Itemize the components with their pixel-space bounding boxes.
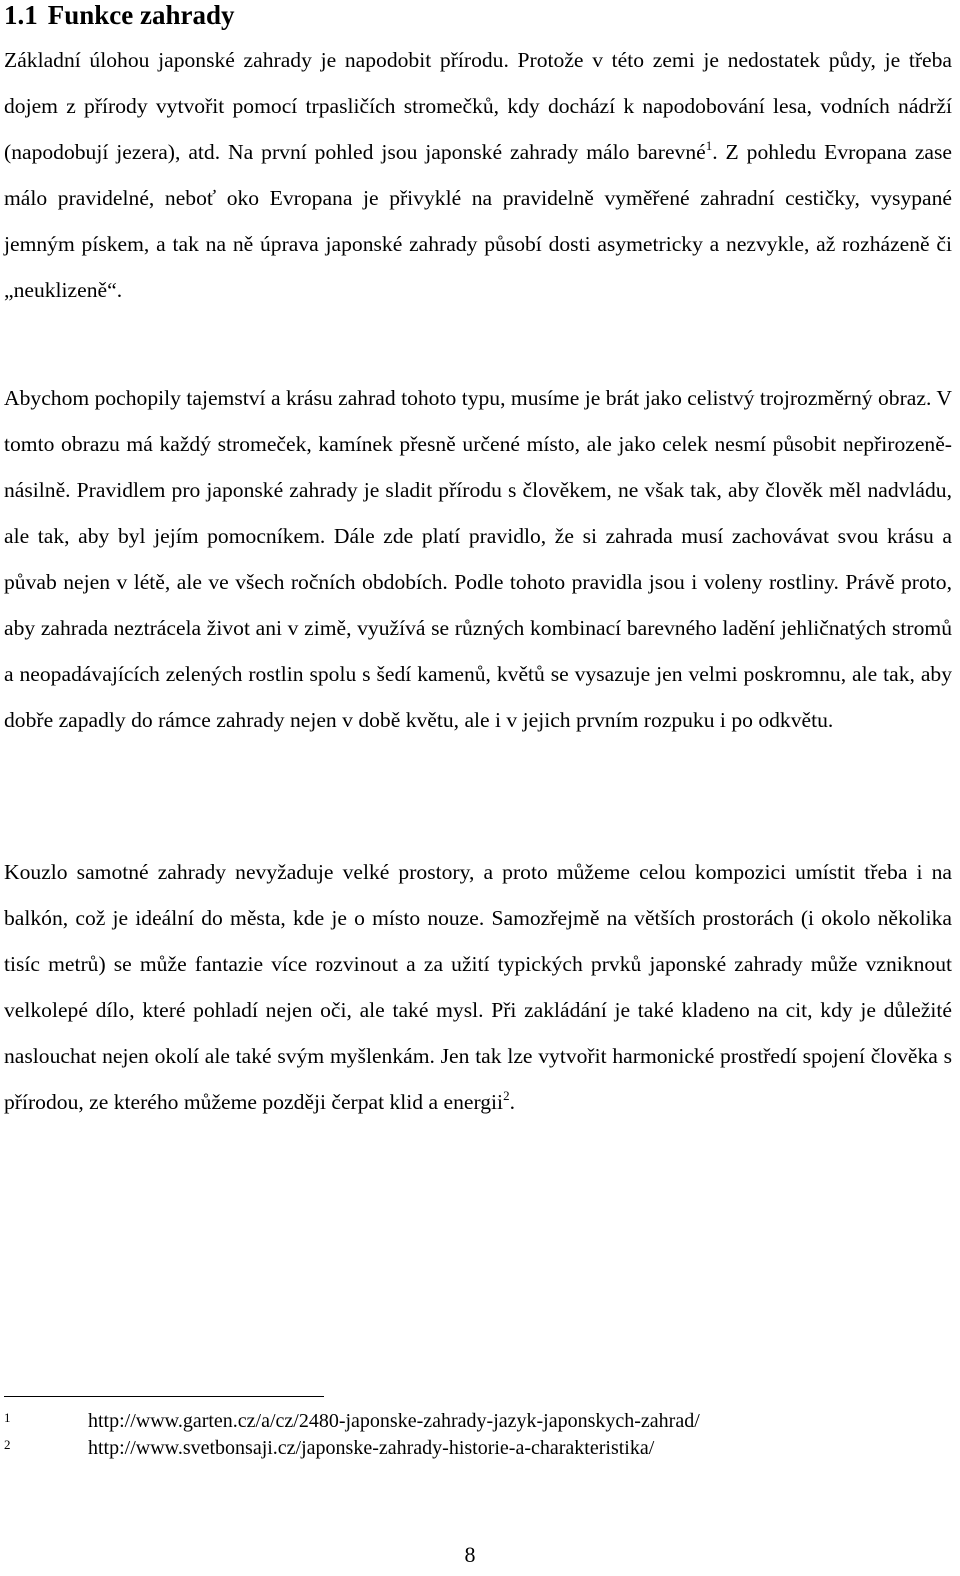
paragraph-1-text-end: . Z pohledu Evropana zase málo pravidelné, neboť oko Evropana je přivyklé na pravidelně vyměřené zahradní cestičky, vysypané jemným pískem, a tak na ně úprava japonské zahrady působí dosti asymetricky a nezvykle, až rozházeně či „neuklizeně“.	[4, 140, 952, 302]
footnote-link[interactable]: http://www.garten.cz/a/cz/2480-japonske-zahrady-jazyk-japonskych-zahrad/	[88, 1410, 700, 1432]
section-number: 1.1	[4, 0, 38, 30]
paragraph-1-text-start: Základní úlohou japonské zahrady je napodobit přírodu. Protože v této zemi je nedostatek půdy, je třeba dojem z přírody vytvořit pomocí trpasličích stromečků, kdy dochází k napodobování lesa, vodních nádrží (napodobují jezera), atd. Na první pohled jsou japonské zahrady málo barevné	[4, 48, 952, 164]
paragraph-3	[4, 849, 952, 1125]
footnote-number: 2	[4, 1437, 11, 1452]
section-title: Funkce zahrady	[47, 0, 235, 30]
paragraph-3-text-start: Kouzlo samotné zahrady nevyžaduje velké prostory, a proto můžeme celou kompozici umístit třeba i na balkón, což je ideální do města, kde je o místo nouze. Samozřejmě na větších prostorách (i okolo několika tisíc metrů) se může fantazie více rozvinout a za užití typických prvků japonské zahrady může vzniknout velkolepé dílo, které pohladí nejen oči, ale také mysl. Při zakládání je také kladeno na cit, kdy je důležité naslouchat nejen okolí ale také svým myšlenkám. Jen tak lze vytvořit harmonické prostředí spojení člověka s přírodou, ze kterého můžeme později čerpat klid a energii	[4, 860, 952, 1114]
section-heading	[4, 0, 235, 30]
footnote-1	[4, 1408, 904, 1435]
footnote-ref-1: 1	[705, 138, 713, 153]
paragraph-3-text-end: .	[509, 1090, 515, 1114]
paragraph-2: Abychom pochopily tajemství a krásu zahrad tohoto typu, musíme je brát jako celistvý trojrozměrný obraz. V tomto obrazu má každý stromeček, kamínek přesně určené místo, ale jako celek nesmí působit nepřirozeně-násilně. Pravidlem pro japonské zahrady je sladit přírodu s člověkem, ne však tak, aby člověk měl nadvládu, ale tak, aby byl jejím pomocníkem. Dále zde platí pravidlo, že si zahrada musí zachovávat svou krásu a půvab nejen v létě, ale ve všech ročních obdobích. Podle tohoto pravidla jsou i voleny rostliny. Právě proto, aby zahrada neztrácela život ani v zimě, využívá se různých kombinací barevného ladění jehličnatých stromů a neopadávajících zelených rostlin spolu s šedí kamenů, květů se vysazuje jen velmi poskromnu, ale tak, aby dobře zapadly do rámce zahrady nejen v době květu, ale i v jejich prvním rozpuku i po odkvětu.	[4, 386, 952, 732]
footnote-2	[4, 1435, 904, 1462]
paragraph-1	[4, 37, 952, 313]
footnote-link[interactable]: http://www.svetbonsaji.cz/japonske-zahrady-historie-a-charakteristika/	[88, 1437, 655, 1459]
page-number: 8	[464, 1542, 476, 1567]
footnote-separator	[4, 1396, 324, 1397]
footnote-number: 1	[4, 1410, 11, 1425]
footnote-ref-2: 2	[503, 1088, 510, 1103]
footnotes	[4, 1408, 904, 1462]
